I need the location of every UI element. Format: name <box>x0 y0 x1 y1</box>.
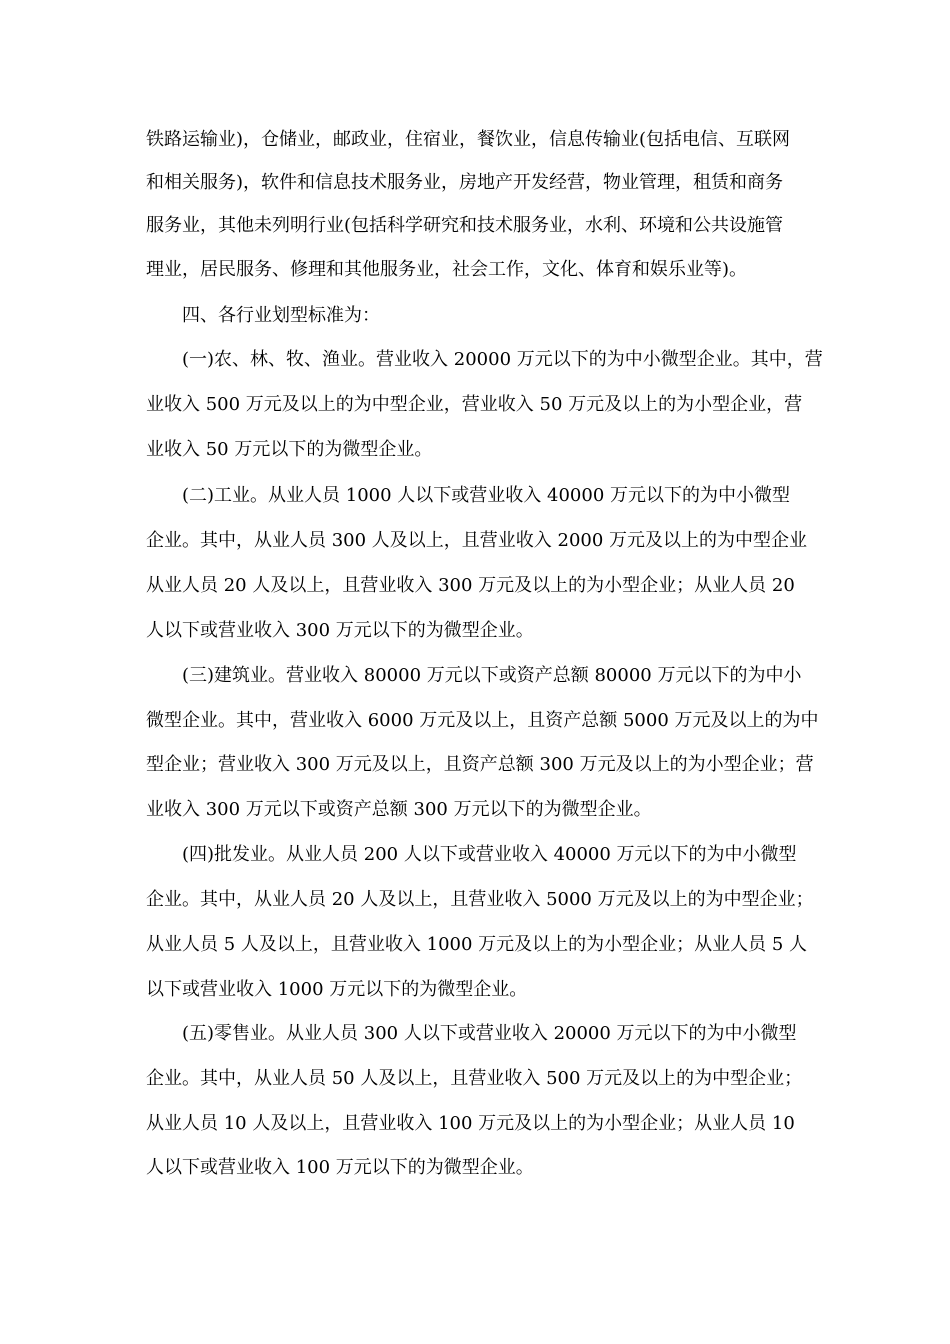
text-line: 从业人员 20 人及以上，且营业收入 300 万元及以上的为小型企业；从业人员 20 <box>146 575 795 596</box>
text-line: 企业。其中，从业人员 50 人及以上，且营业收入 500 万元及以上的为中型企业； <box>146 1068 803 1089</box>
text-line: 微型企业。其中，营业收入 6000 万元及以上，且资产总额 5000 万元及以上的为中 <box>146 710 819 731</box>
text-line: 企业。其中，从业人员 300 人及以上，且营业收入 2000 万元及以上的为中型企业 <box>146 530 808 551</box>
text-line: (一)农、林、牧、渔业。营业收入 20000 万元以下的为中小微型企业。其中，营 <box>182 349 823 370</box>
text-line: 服务业，其他未列明行业(包括科学研究和技术服务业，水利、环境和公共设施管 <box>146 215 784 236</box>
text-line: 型企业；营业收入 300 万元及以上，且资产总额 300 万元及以上的为小型企业；营 <box>146 754 814 775</box>
text-line: 以下或营业收入 1000 万元以下的为微型企业。 <box>146 979 528 1000</box>
text-line: 从业人员 5 人及以上，且营业收入 1000 万元及以上的为小型企业；从业人员 5 人 <box>146 934 808 955</box>
text-line: (四)批发业。从业人员 200 人以下或营业收入 40000 万元以下的为中小微型 <box>182 844 797 865</box>
section-heading: 四、各行业划型标准为： <box>182 305 380 326</box>
text-line: 从业人员 10 人及以上，且营业收入 100 万元及以上的为小型企业；从业人员 10 <box>146 1113 795 1134</box>
text-line: 理业，居民服务、修理和其他服务业，社会工作，文化、体育和娱乐业等)。 <box>146 259 748 280</box>
text-line: (三)建筑业。营业收入 80000 万元以下或资产总额 80000 万元以下的为中小 <box>182 665 802 686</box>
text-line: (二)工业。从业人员 1000 人以下或营业收入 40000 万元以下的为中小微型 <box>182 485 790 506</box>
text-line: 铁路运输业)，仓储业，邮政业，住宿业，餐饮业，信息传输业(包括电信、互联网 <box>146 129 791 150</box>
text-line: 人以下或营业收入 100 万元以下的为微型企业。 <box>146 1157 534 1178</box>
text-line: 和相关服务)，软件和信息技术服务业，房地产开发经营，物业管理，租赁和商务 <box>146 172 784 193</box>
text-line: 业收入 300 万元以下或资产总额 300 万元以下的为微型企业。 <box>146 799 652 820</box>
text-line: (五)零售业。从业人员 300 人以下或营业收入 20000 万元以下的为中小微型 <box>182 1023 797 1044</box>
text-line: 业收入 50 万元以下的为微型企业。 <box>146 439 433 460</box>
text-line: 人以下或营业收入 300 万元以下的为微型企业。 <box>146 620 534 641</box>
text-line: 企业。其中，从业人员 20 人及以上，且营业收入 5000 万元及以上的为中型企业； <box>146 889 814 910</box>
text-line: 业收入 500 万元及以上的为中型企业，营业收入 50 万元及以上的为小型企业，营 <box>146 394 803 415</box>
